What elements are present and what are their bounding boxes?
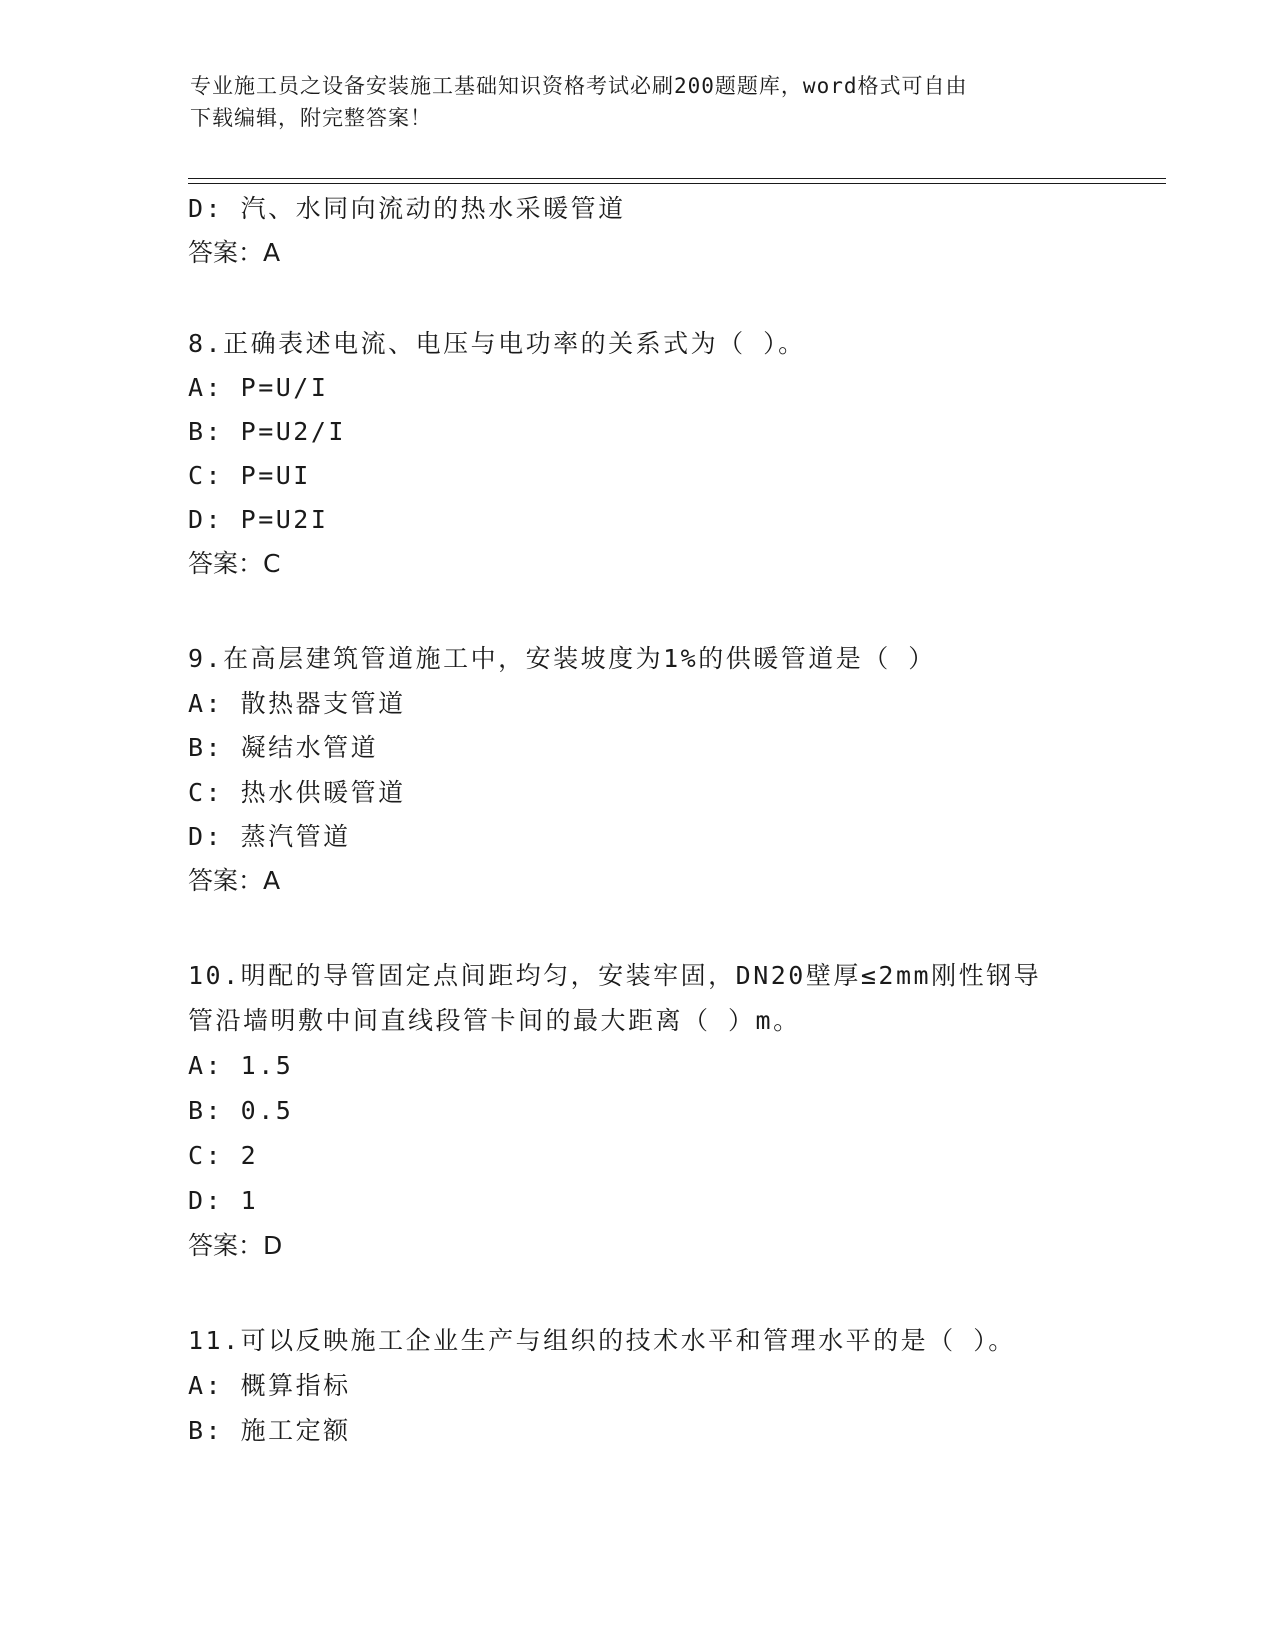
q8-option-a: A: P=U/I xyxy=(188,373,329,402)
document-header xyxy=(190,70,1090,134)
q9-option-c: C: 热水供暖管道 xyxy=(188,778,406,807)
q9-answer: 答案：A xyxy=(188,866,281,895)
header-divider-bottom xyxy=(188,183,1166,184)
q10-question-line-1: 10.明配的导管固定点间距均匀，安装牢固，DN20壁厚≤2mm刚性钢导 xyxy=(188,961,1042,990)
q11-question: 11.可以反映施工企业生产与组织的技术水平和管理水平的是（ ）。 xyxy=(188,1326,1016,1355)
q10-option-a: A: 1.5 xyxy=(188,1051,294,1080)
q9-option-b: B: 凝结水管道 xyxy=(188,733,379,762)
q9-option-d: D: 蒸汽管道 xyxy=(188,822,351,851)
header-line-2: 下载编辑，附完整答案！ xyxy=(190,106,432,130)
q7-answer: 答案：A xyxy=(188,238,281,267)
q9-option-a: A: 散热器支管道 xyxy=(188,689,406,718)
q10-answer: 答案：D xyxy=(188,1231,283,1260)
q11-option-a: A: 概算指标 xyxy=(188,1371,351,1400)
q10-option-c: C: 2 xyxy=(188,1141,259,1170)
q11-option-b: B: 施工定额 xyxy=(188,1416,351,1445)
header-divider-top xyxy=(188,178,1166,179)
q8-option-c: C: P=UI xyxy=(188,461,311,490)
q8-answer: 答案：C xyxy=(188,549,281,578)
header-line-1: 专业施工员之设备安装施工基础知识资格考试必刷200题题库，word格式可自由 xyxy=(190,74,968,98)
q7-option-d: D: 汽、水同向流动的热水采暖管道 xyxy=(188,194,626,223)
q8-option-b: B: P=U2/I xyxy=(188,417,346,446)
q10-question-line-2: 管沿墙明敷中间直线段管卡间的最大距离（ ）m。 xyxy=(188,1006,801,1035)
q8-option-d: D: P=U2I xyxy=(188,505,329,534)
q9-question: 9.在高层建筑管道施工中，安装坡度为1%的供暖管道是（ ） xyxy=(188,644,936,673)
q8-question: 8.正确表述电流、电压与电功率的关系式为（ ）。 xyxy=(188,329,806,358)
q10-option-d: D: 1 xyxy=(188,1186,259,1215)
q10-option-b: B: 0.5 xyxy=(188,1096,294,1125)
